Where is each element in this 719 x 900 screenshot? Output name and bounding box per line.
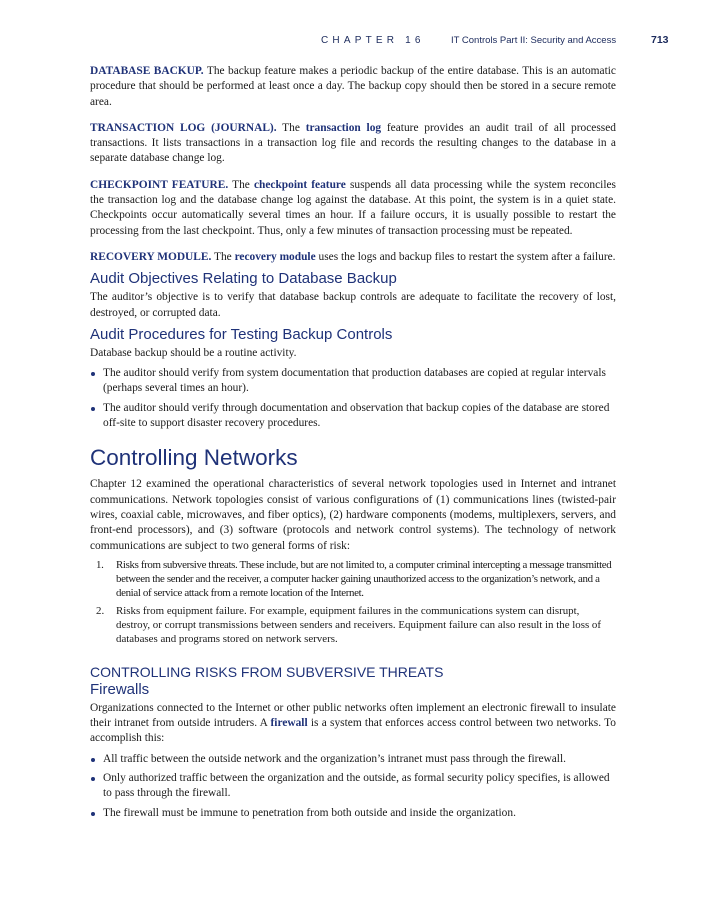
transaction-log-paragraph (90, 121, 616, 167)
firewall-requirements-list (90, 752, 616, 821)
audit-procedures-intro: Database backup should be a routine activity. (90, 346, 297, 359)
list-item-text: The firewall must be immune to penetration from both outside and inside the organization. (103, 806, 516, 819)
recovery-text: uses the logs and backup files to restart the system after a failure. (318, 250, 616, 263)
bullet-icon (91, 812, 95, 816)
database-backup-term: DATABASE BACKUP. (90, 65, 204, 77)
list-item-text: The auditor should verify through documentation and observation that backup copies of the database are stored off-site to support disaster recovery procedures. (103, 401, 610, 430)
list-item-text: Risks from subversive threats. These include, but are not limited to, a computer criminal intercepting a message transmitted between the sender and the receiver, a computer hacker gaining unauthorized access to the organization’s network, and a denial of service attack from a remote location of the Internet. (116, 558, 612, 599)
checkpoint-keyword: checkpoint feature (253, 178, 346, 191)
list-item-text: Risks from equipment failure. For example, equipment failures in the communications system can disrupt, destroy, or corrupt transmissions between senders and receivers. Equipment failure can also result in the loss of databases and programs stored on network servers. (116, 604, 601, 645)
checkpoint-paragraph (90, 178, 616, 239)
bullet-icon (91, 777, 95, 781)
subversive-threats-heading: CONTROLLING RISKS FROM SUBVERSIVE THREATS (90, 663, 444, 680)
list-item-text: The auditor should verify from system documentation that production databases are copied at regular intervals (perhaps several times an hour). (103, 367, 606, 395)
transaction-log-text: feature provides an audit trail of all processed transactions. It lists transactions in a transaction log file and records the resulting changes to the database in a separate database change log. (90, 121, 616, 165)
transaction-log-keyword: transaction log (305, 121, 382, 134)
database-backup-paragraph (90, 64, 616, 110)
list-item-text: Only authorized traffic between the organization and the outside, as formal security policy specifies, is allowed to pass through the firewall. (103, 772, 610, 800)
bullet-icon (91, 372, 95, 376)
list-item (90, 752, 616, 767)
recovery-pre: The (213, 250, 232, 263)
checkpoint-text: suspends all data processing while the system reconciles the transaction log and the database change log against the database. At this point, the system is in a quiet state. Checkpoints occur automatically several times an hour. If a failure occurs, it is usually possible to restart the processing from the last checkpoint. Thus, only a few minutes of transaction processing must be repeated. (90, 178, 616, 237)
list-item (90, 401, 616, 432)
audit-procedures-heading: Audit Procedures for Testing Backup Controls (90, 325, 393, 343)
list-item (96, 604, 616, 646)
list-item-text: All traffic between the outside network and the organization’s intranet must pass through the firewall. (103, 752, 566, 765)
audit-objectives-text: The auditor’s objective is to verify that database backup controls are adequate to facilitate the recovery of lost, destroyed, or corrupted data. (90, 291, 616, 319)
audit-objectives-heading: Audit Objectives Relating to Database Backup (90, 270, 397, 288)
recovery-term: RECOVERY MODULE. (90, 250, 212, 263)
list-item (90, 806, 616, 821)
firewalls-paragraph (90, 701, 616, 747)
controlling-networks-heading: Controlling Networks (90, 445, 298, 471)
controlling-networks-text: Chapter 12 examined the operational characteristics of several network topologies used in Internet and intranet communications. Network topologies consist of various configurations of (1) communications lines (twisted-pair wires, coaxial cable, microwaves, and fiber optics), (2) hardware components (modems, multiplexers, servers, and front-end processors), and (3) software (protocols and network control systems). The technology of network communications are subject to two general forms of risk: (90, 478, 616, 552)
list-number: 2. (96, 604, 105, 617)
database-backup-text: The backup feature makes a periodic backup of the entire database. This is an automatic procedure that should be performed at least once a day. The backup copy should then be stored in a secure remote area. (90, 65, 616, 108)
checkpoint-term: CHECKPOINT FEATURE. (90, 178, 229, 191)
list-item (96, 558, 616, 600)
firewalls-pre: Organizations connected to the Internet or other public networks often implement an electronic firewall to insulate their intranet from outside intruders. A (90, 701, 616, 730)
firewalls-post: is a system that enforces access control between two networks. To accomplish this: (90, 717, 616, 745)
list-number: 1. (96, 558, 104, 571)
transaction-log-pre: The (282, 121, 300, 134)
running-header (0, 35, 719, 49)
firewalls-heading: Firewalls (90, 680, 150, 698)
checkpoint-pre: The (232, 178, 250, 191)
risk-list (96, 558, 616, 646)
recovery-keyword: recovery module (234, 250, 316, 263)
bullet-icon (91, 407, 95, 411)
chapter-title: IT Controls Part II: Security and Access (451, 35, 617, 46)
list-item (90, 366, 616, 397)
recovery-paragraph (90, 250, 616, 265)
audit-procedures-list (90, 366, 616, 431)
page-number: 713 (651, 34, 669, 46)
list-item (90, 771, 616, 802)
page-body (90, 64, 616, 825)
firewall-keyword: firewall (270, 717, 308, 730)
chapter-label: CHAPTER 16 (321, 35, 425, 46)
transaction-log-term: TRANSACTION LOG (JOURNAL). (90, 121, 277, 134)
bullet-icon (91, 758, 95, 762)
